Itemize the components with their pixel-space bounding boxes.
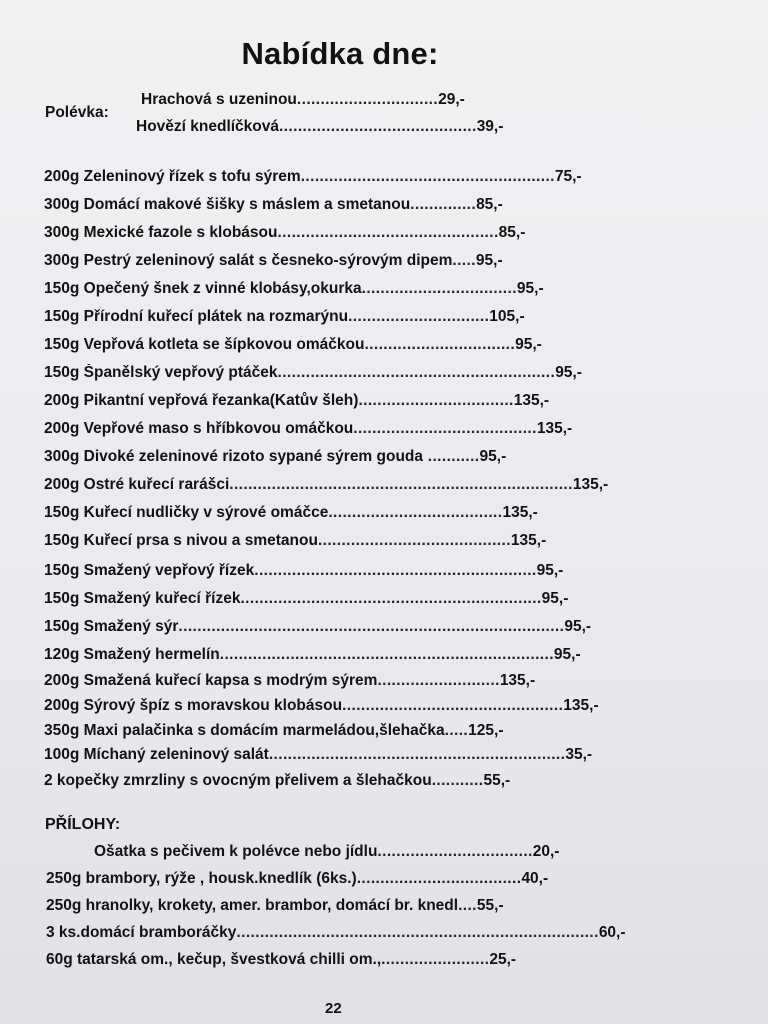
item-price: 95,- xyxy=(475,252,503,269)
leader-dots: ............................................... xyxy=(342,697,564,714)
item-name: 150g Vepřová kotleta se šípkovou omáčkou xyxy=(44,336,365,353)
leader-dots: .......................... xyxy=(377,672,500,689)
item-price: 95,- xyxy=(541,590,569,607)
item-name: 150g Kuřecí prsa s nivou a smetanou xyxy=(44,532,318,549)
page-title: Nabídka dne: xyxy=(241,36,439,71)
menu-item xyxy=(44,168,624,188)
menu-item xyxy=(44,392,634,412)
menu-item xyxy=(44,772,656,792)
menu-item xyxy=(44,532,636,552)
menu-item xyxy=(44,697,644,717)
leader-dots: .............. xyxy=(410,196,477,213)
item-price: 135,- xyxy=(502,504,538,521)
leader-dots: ......................................... xyxy=(317,532,511,549)
item-price: 35,- xyxy=(565,746,593,763)
item-name: 150g Opečený šnek z vinné klobásy,okurka xyxy=(44,280,362,297)
leader-dots: .... xyxy=(458,897,477,914)
item-name: 2 kopečky zmrzliny s ovocným přelivem a šlehačkou xyxy=(44,772,432,789)
menu-item xyxy=(44,590,636,610)
item-name: 300g Divoké zeleninové rizoto sypané sýrem gouda xyxy=(44,448,424,465)
side-price: 40,- xyxy=(521,870,549,887)
item-name: 150g Španělský vepřový ptáček xyxy=(44,364,278,381)
soup-category-label: Polévka: xyxy=(45,104,109,121)
leader-dots: ........................................................... xyxy=(277,364,556,381)
leader-dots: ............................................................................. xyxy=(236,924,599,941)
page-number: 22 xyxy=(325,1000,342,1017)
item-price: 135,- xyxy=(513,392,550,409)
menu-item xyxy=(44,618,636,638)
side-price: 55,- xyxy=(476,897,504,914)
soup-price: 39,- xyxy=(476,118,504,135)
item-price: 75,- xyxy=(554,168,582,185)
leader-dots: .............................. xyxy=(348,308,490,325)
item-price: 95,- xyxy=(536,562,564,579)
item-price: 95,- xyxy=(479,448,507,465)
soup-name: Hovězí knedlíčková xyxy=(136,118,280,135)
item-name: 120g Smažený hermelín xyxy=(44,646,220,663)
item-name: 200g Zeleninový řízek s tofu sýrem xyxy=(44,168,301,185)
leader-dots: ..... xyxy=(444,722,469,739)
menu-item xyxy=(44,196,624,216)
item-name: 150g Smažený vepřový řízek xyxy=(44,562,255,579)
leader-dots: .......................................... xyxy=(279,118,477,135)
item-price: 105,- xyxy=(489,308,525,325)
menu-item xyxy=(44,562,636,582)
side-name: Ošatka s pečivem k polévce nebo jídlu xyxy=(94,843,378,860)
side-item xyxy=(94,843,649,863)
menu-item xyxy=(44,448,634,468)
leader-dots: ..................................... xyxy=(328,504,503,521)
side-item xyxy=(46,870,651,890)
side-price: 60,- xyxy=(598,924,626,941)
leader-dots: ................................. xyxy=(358,392,514,409)
item-name: 150g Kuřecí nudličky v sýrové omáčce xyxy=(44,504,329,521)
item-price: 85,- xyxy=(476,196,503,213)
leader-dots: ................................. xyxy=(361,280,517,297)
menu-item xyxy=(44,280,634,300)
leader-dots: ................................ xyxy=(364,336,516,353)
leader-dots: ....................... xyxy=(381,951,490,968)
item-name: 200g Smažená kuřecí kapsa s modrým sýrem xyxy=(44,672,378,689)
item-name: 200g Sýrový špíz s moravskou klobásou xyxy=(44,697,343,714)
leader-dots: ............................................................... xyxy=(268,746,566,763)
item-name: 150g Smažený kuřecí řízek xyxy=(44,590,241,607)
item-name: 200g Pikantní vepřová řezanka(Katův šleh) xyxy=(44,392,359,409)
item-name: 350g Maxi palačinka s domácím marmeládou,šlehačka xyxy=(44,722,445,739)
leader-dots: .................................................................................. xyxy=(178,618,565,635)
menu-item xyxy=(44,722,649,742)
menu-item xyxy=(44,336,634,356)
menu-item xyxy=(44,224,624,244)
menu-item xyxy=(44,672,644,692)
side-name: 250g brambory, rýže , housk.knedlík (6ks.) xyxy=(46,870,357,887)
leader-dots: ............................................................ xyxy=(254,562,537,579)
side-price: 20,- xyxy=(532,843,560,860)
item-name: 300g Pestrý zeleninový salát s česneko-sýrovým dipem xyxy=(44,252,453,269)
menu-item xyxy=(44,252,634,272)
leader-dots: ....................................................................... xyxy=(219,646,554,663)
side-item xyxy=(46,897,656,917)
leader-dots: ..... xyxy=(452,252,476,269)
item-name: 150g Přírodní kuřecí plátek na rozmarýnu xyxy=(44,308,349,325)
leader-dots: ....................................... xyxy=(353,420,537,437)
item-price: 135,- xyxy=(499,672,536,689)
leader-dots: ................................... xyxy=(356,870,522,887)
leader-dots: ................................. xyxy=(377,843,533,860)
item-name: 300g Mexické fazole s klobásou xyxy=(44,224,278,241)
side-item xyxy=(46,924,646,944)
item-price: 135,- xyxy=(536,420,573,437)
item-price: 95,- xyxy=(553,646,581,663)
item-name: 300g Domácí makové šišky s máslem a smetanou xyxy=(44,196,411,213)
leader-dots: ........... xyxy=(431,772,484,789)
leader-dots: ........... xyxy=(423,448,480,465)
item-name: 200g Vepřové maso s hříbkovou omáčkou xyxy=(44,420,354,437)
item-price: 135,- xyxy=(572,476,609,493)
side-item xyxy=(46,951,651,971)
item-price: 95,- xyxy=(564,618,592,635)
item-price: 55,- xyxy=(483,772,511,789)
sides-heading: PŘÍLOHY: xyxy=(45,816,121,833)
side-name: 3 ks.domácí bramboráčky xyxy=(46,924,237,941)
soup-row xyxy=(141,91,541,111)
soup-row xyxy=(136,118,541,138)
leader-dots: .............................. xyxy=(296,91,439,108)
item-name: 150g Smažený sýr xyxy=(44,618,179,635)
side-name: 60g tatarská om., kečup, švestková chilli om., xyxy=(46,951,382,968)
menu-item xyxy=(44,476,634,496)
leader-dots: ......................................................................... xyxy=(229,476,573,493)
menu-item xyxy=(44,646,636,666)
leader-dots: ................................................................ xyxy=(240,590,542,607)
item-price: 95,- xyxy=(555,364,582,381)
leader-dots: ...................................................... xyxy=(300,168,555,185)
menu-item xyxy=(44,364,634,384)
item-price: 135,- xyxy=(510,532,547,549)
soup-name: Hrachová s uzeninou xyxy=(141,91,297,108)
soup-price: 29,- xyxy=(438,91,465,108)
menu-item xyxy=(44,420,634,440)
item-price: 135,- xyxy=(563,697,599,714)
side-price: 25,- xyxy=(489,951,517,968)
item-price: 85,- xyxy=(498,224,526,241)
item-price: 95,- xyxy=(516,280,544,297)
menu-item xyxy=(44,504,636,524)
menu-item xyxy=(44,746,649,766)
leader-dots: ............................................... xyxy=(277,224,499,241)
item-name: 200g Ostré kuřecí rarášci xyxy=(44,476,230,493)
side-name: 250g hranolky, krokety, amer. brambor, domácí br. knedl xyxy=(46,897,459,914)
item-price: 125,- xyxy=(468,722,504,739)
menu-item xyxy=(44,308,634,328)
item-price: 95,- xyxy=(515,336,542,353)
item-name: 100g Míchaný zeleninový salát xyxy=(44,746,269,763)
